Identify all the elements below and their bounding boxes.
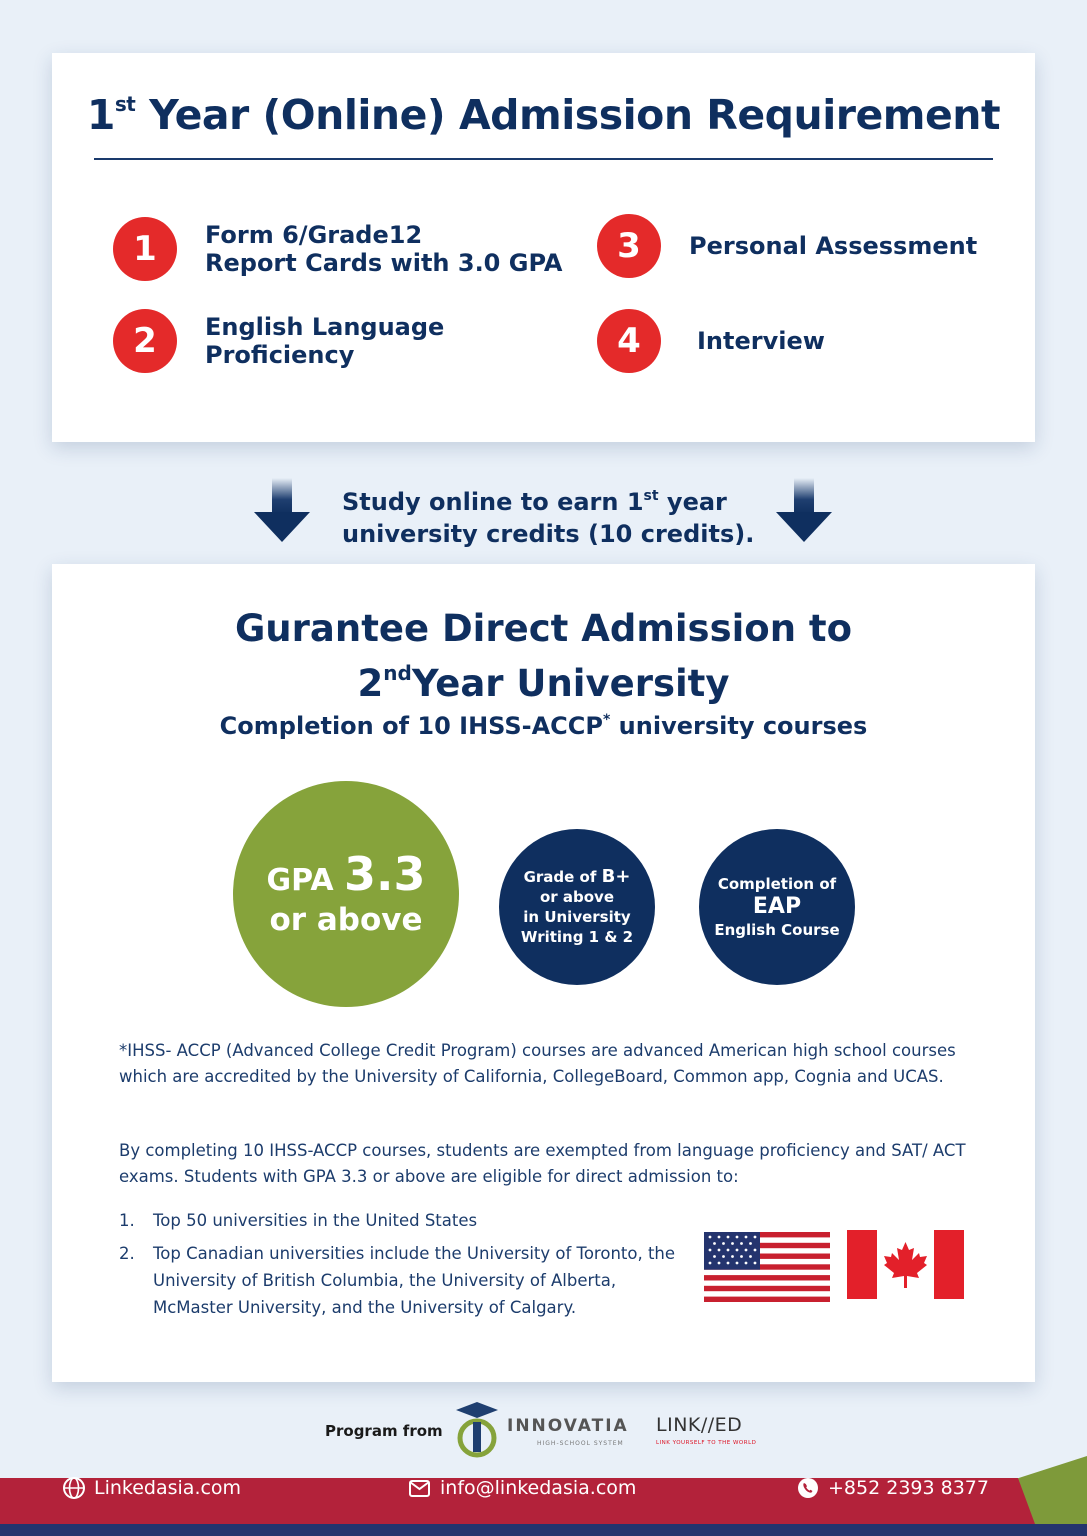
- requirement-text: Personal Assessment: [689, 232, 978, 260]
- list-item: 2. Top Canadian universities include the University of Toronto, the University of British Columbia, the University of Alberta, McMaster University, and the University of Calgary.: [119, 1244, 676, 1317]
- requirements-title: 1st Year (Online) Admission Requirement: [86, 91, 1001, 139]
- whatsapp-icon: [796, 1476, 820, 1500]
- number-badge: 2: [113, 309, 177, 373]
- title-divider: [94, 158, 993, 160]
- program-from-label: Program from: [325, 1422, 443, 1440]
- mail-icon: [408, 1476, 432, 1500]
- requirements-card: [52, 53, 1035, 442]
- requirement-text: Form 6/Grade12 Report Cards with 3.0 GPA: [205, 221, 563, 277]
- study-online-text: Study online to earn 1st year university credits (10 credits).: [342, 488, 755, 548]
- innovatia-logo-text: INNOVATIA: [507, 1416, 629, 1436]
- requirement-text: Interview: [697, 327, 825, 355]
- accp-footnote: *IHSS- ACCP (Advanced College Credit Program) courses are advanced American high school courses which are accredited by the University of California, CollegeBoard, Common app, Cognia and UCAS.: [119, 1041, 956, 1086]
- admission-card: [52, 564, 1035, 1382]
- requirement-text: English Language Proficiency: [205, 313, 445, 369]
- requirement-item: [597, 309, 825, 373]
- us-flag-icon: [704, 1232, 830, 1302]
- eap-circle: Completion of EAP English Course: [699, 829, 855, 985]
- exemption-paragraph: By completing 10 IHSS-ACCP courses, students are exempted from language proficiency and SAT/ ACT exams. Students with GPA 3.3 or above are eligible for direct admission to:: [119, 1141, 966, 1186]
- requirement-item: [597, 214, 977, 278]
- down-arrow-icon: [776, 478, 832, 542]
- innovatia-subtext: HIGH-SCHOOL SYSTEM: [537, 1440, 624, 1447]
- website-link[interactable]: Linkedasia.com: [62, 1476, 241, 1500]
- grade-circle: Grade of B+ or above in University Writing 1 & 2: [499, 829, 655, 985]
- number-badge: 4: [597, 309, 661, 373]
- linked-tagline: LINK YOURSELF TO THE WORLD: [656, 1440, 757, 1446]
- list-item: 1. Top 50 universities in the United States: [119, 1211, 478, 1230]
- down-arrow-icon: [254, 478, 310, 542]
- linked-logo-text: LINK//ED: [656, 1414, 743, 1436]
- number-badge: 3: [597, 214, 661, 278]
- email-link[interactable]: info@linkedasia.com: [408, 1476, 636, 1500]
- number-badge: 1: [113, 217, 177, 281]
- requirement-item: [113, 217, 562, 281]
- phone-link[interactable]: +852 2393 8377: [796, 1476, 989, 1500]
- admission-title: Gurantee Direct Admission to 2ndYear University: [234, 607, 853, 705]
- canada-flag-icon: [847, 1230, 964, 1299]
- gpa-circle: GPA 3.3 or above: [233, 781, 459, 1007]
- globe-icon: [62, 1476, 86, 1500]
- admission-subtitle: Completion of 10 IHSS-ACCP* university courses: [219, 712, 868, 740]
- requirement-item: [113, 309, 444, 373]
